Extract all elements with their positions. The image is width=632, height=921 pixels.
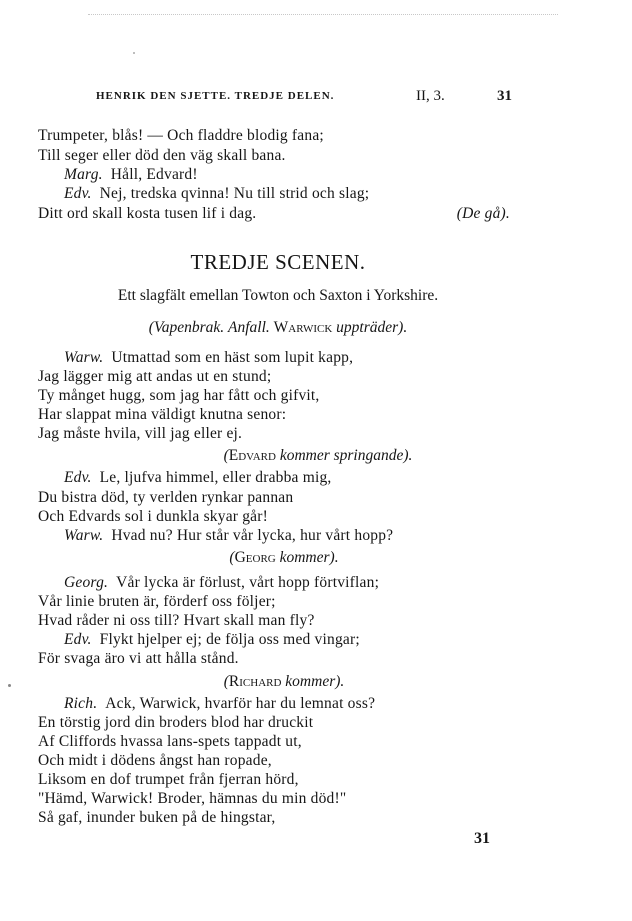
verse-line: Så gaf, inunder buken på de hingstar,	[38, 809, 276, 826]
verse-line: Jag lägger mig att andas ut en stund;	[38, 368, 272, 385]
verse-line: Du bistra död, ty verlden rynkar pannan	[38, 489, 294, 506]
character-name: Warwick	[273, 319, 333, 336]
verse-line: Ditt ord skall kosta tusen lif i dag. (De gå).	[38, 205, 510, 222]
verse-line: Warw. Utmattad som en häst som lupit kapp,	[64, 349, 354, 366]
character-name: Richard	[228, 673, 282, 690]
scene-setting: Ett slagfält emellan Towton och Saxton i Yorkshire.	[117, 287, 439, 304]
speaker-name: Georg.	[64, 574, 109, 591]
stage-direction-exit: (De gå).	[456, 205, 510, 222]
verse-line: Edv. Le, ljufva himmel, eller drabba mig,	[64, 469, 332, 486]
header-page-number: 31	[497, 88, 512, 104]
speaker-name: Rich.	[64, 695, 98, 712]
stage-direction: (Georg kommer).	[229, 549, 339, 566]
verse-line: För svaga äro vi att hålla stånd.	[38, 650, 239, 667]
verse-line: Marg. Håll, Edvard!	[64, 166, 198, 183]
verse-line: Har slappat mina väldigt knutna senor:	[38, 406, 287, 423]
verse-line: Georg. Vår lycka är förlust, vårt hopp förtviflan;	[64, 574, 380, 591]
verse-line: Och midt i dödens ångst han ropade,	[38, 752, 272, 769]
verse-line: Ty månget hugg, som jag har fått och gifvit,	[38, 387, 320, 404]
speaker-name: Edv.	[64, 469, 92, 486]
character-name: Georg	[234, 549, 276, 566]
verse-line: Och Edvards sol i dunkla skyar går!	[38, 508, 268, 525]
verse-line: Edv. Nej, tredska qvinna! Nu till strid och slag;	[64, 185, 370, 202]
footer-page-number: 31	[474, 830, 490, 847]
top-scan-dots	[88, 14, 558, 17]
stage-direction: (Edvard kommer springande).	[223, 447, 413, 464]
verse-line: Hvad råder ni oss till? Hvart skall man fly?	[38, 612, 315, 629]
verse-line: Edv. Flykt hjelper ej; de följa oss med vingar;	[64, 631, 360, 648]
verse-line: Af Cliffords hvassa lans-spets tappadt ut,	[38, 733, 302, 750]
verse-line: Warw. Hvad nu? Hur står vår lycka, hur vårt hopp?	[64, 527, 394, 544]
verse-line: Liksom en dof trumpet från fjerran hörd,	[38, 771, 299, 788]
speaker-name: Edv.	[64, 185, 92, 202]
verse-line: Rich. Ack, Warwick, hvarför har du lemnat oss?	[64, 695, 376, 712]
header-title: HENRIK DEN SJETTE. TREDJE DELEN.	[96, 90, 335, 102]
verse-line: Jag måste hvila, vill jag eller ej.	[38, 425, 243, 442]
verse-line: Vår linie bruten är, förderf oss följer;	[38, 593, 276, 610]
verse-line: "Hämd, Warwick! Broder, hämnas du min död!"	[38, 790, 347, 807]
verse-line: En törstig jord din broders blod har druckit	[38, 714, 314, 731]
speaker-name: Edv.	[64, 631, 92, 648]
verse-line: Till seger eller död den väg skall bana.	[38, 147, 286, 164]
speaker-name: Marg.	[64, 166, 103, 183]
speaker-name: Warw.	[64, 349, 104, 366]
stage-direction: (Richard kommer).	[223, 673, 345, 690]
scene-title: TREDJE SCENEN.	[190, 250, 366, 274]
stage-direction: (Vapenbrak. Anfall. Warwick uppträder).	[148, 319, 408, 336]
speaker-name: Warw.	[64, 527, 104, 544]
verse-line: Trumpeter, blås! — Och fladdre blodig fana;	[38, 127, 324, 144]
running-header	[96, 88, 512, 108]
header-act-scene: II, 3.	[416, 88, 445, 104]
scan-speck	[133, 52, 135, 54]
character-name: Edvard	[228, 447, 276, 464]
